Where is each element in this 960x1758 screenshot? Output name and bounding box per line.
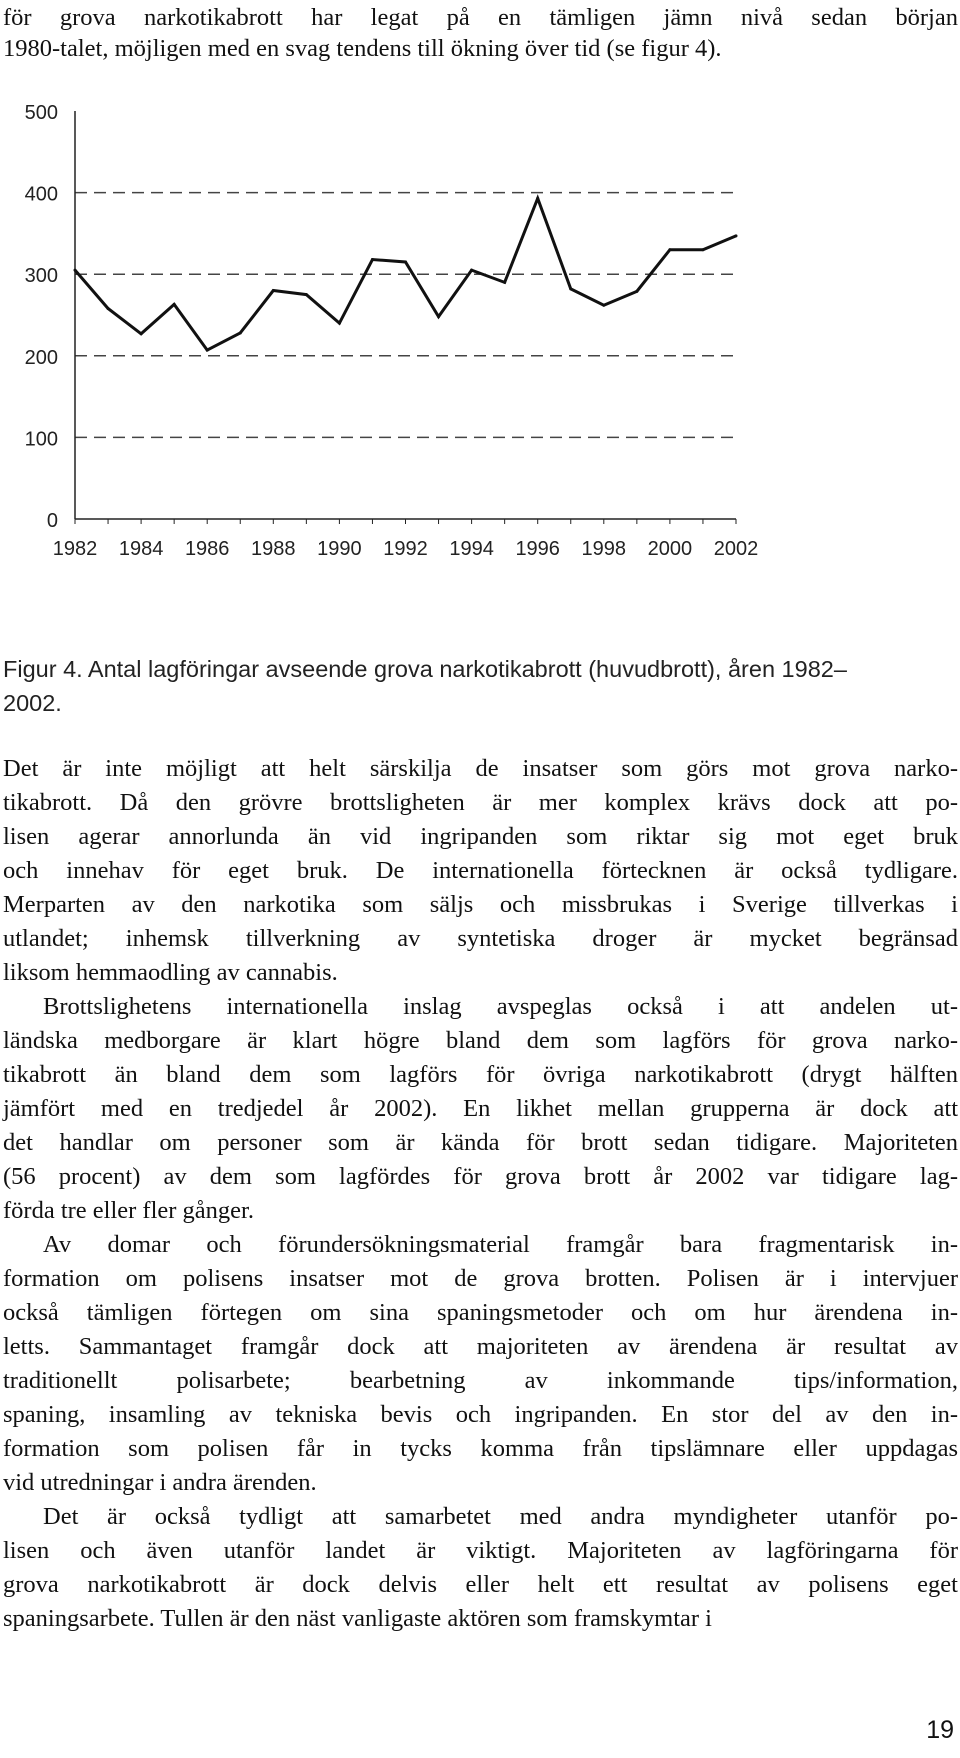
data-point bbox=[338, 322, 341, 325]
data-point bbox=[701, 248, 704, 251]
data-point bbox=[140, 332, 143, 335]
y-tick-label: 300 bbox=[24, 265, 58, 288]
x-tick-label: 1986 bbox=[184, 538, 230, 560]
line-chart bbox=[0, 100, 960, 640]
text-line: tikabrott än bland dem som lagförs för övriga narkotikabrott (drygt hälften bbox=[3, 1061, 958, 1088]
x-tick-label: 1992 bbox=[383, 538, 428, 560]
text-line: tikabrott. Då den grövre brottsligheten är mer komplex krävs dock att po- bbox=[3, 789, 958, 816]
paragraph bbox=[3, 752, 958, 990]
x-tick-label: 1984 bbox=[118, 538, 164, 560]
figure-caption bbox=[3, 652, 958, 720]
text-line: spaningsarbete. Tullen är den näst vanligaste aktören som framskymtar i bbox=[3, 1605, 712, 1632]
text-line: förda tre eller fler gånger. bbox=[3, 1197, 254, 1224]
text-line: vid utredningar i andra ärenden. bbox=[3, 1469, 317, 1496]
chart-axes bbox=[75, 111, 736, 519]
text-line: traditionellt polisarbete; bearbetning av inkommande tips/information, bbox=[3, 1367, 958, 1394]
text-line: (56 procent) av dem som lagfördes för grova brott år 2002 var tidigare lag- bbox=[3, 1163, 958, 1190]
x-tick-label: 2000 bbox=[647, 538, 693, 560]
data-point bbox=[602, 304, 605, 307]
data-point bbox=[74, 269, 77, 272]
x-tick-label: 1988 bbox=[251, 538, 296, 560]
y-tick-label: 0 bbox=[46, 510, 58, 532]
x-tick-label: 1996 bbox=[515, 538, 560, 560]
data-point bbox=[404, 260, 407, 263]
data-point bbox=[437, 315, 440, 318]
data-point bbox=[569, 287, 572, 290]
text-line: ländska medborgare är klart högre bland dem som lagförs för grova narko- bbox=[3, 1027, 958, 1054]
data-point bbox=[239, 331, 242, 334]
x-tick-label: 1998 bbox=[581, 538, 627, 560]
text-line: jämfört med en tredjedel år 2002). En likhet mellan grupperna är dock att bbox=[3, 1095, 958, 1122]
data-point bbox=[305, 293, 308, 296]
x-tick-label: 1994 bbox=[449, 538, 494, 560]
y-tick-label: 200 bbox=[24, 346, 58, 369]
data-point bbox=[371, 258, 374, 261]
data-point bbox=[206, 349, 209, 352]
chart-grid bbox=[75, 193, 736, 438]
y-tick-label: 500 bbox=[24, 102, 58, 124]
data-point bbox=[735, 234, 738, 237]
text-line: formation om polisens insatser mot de grova brotten. Polisen är i intervjuer bbox=[3, 1265, 958, 1292]
text-line: Av domar och förundersökningsmaterial framgår bara fragmentarisk in- bbox=[43, 1231, 958, 1258]
data-point bbox=[107, 307, 110, 310]
text-line: letts. Sammantaget framgår dock att majoriteten av ärendena är resultat av bbox=[3, 1333, 958, 1360]
data-point bbox=[635, 290, 638, 293]
data-point bbox=[272, 289, 275, 292]
x-tick-label: 1990 bbox=[317, 538, 362, 560]
text-line: utlandet; inhemsk tillverkning av syntetiska droger är mycket begränsad bbox=[3, 925, 958, 952]
data-point bbox=[536, 197, 539, 200]
paragraph bbox=[3, 1500, 958, 1636]
text-line: för grova narkotikabrott har legat på en tämligen jämn nivå sedan början bbox=[3, 4, 958, 31]
text-line: liksom hemmaodling av cannabis. bbox=[3, 959, 338, 986]
y-tick-label: 100 bbox=[24, 428, 58, 451]
caption-line: 2002. bbox=[3, 690, 62, 716]
text-line: Merparten av den narkotika som säljs och missbrukas i Sverige tillverkas i bbox=[3, 891, 958, 918]
data-point bbox=[173, 303, 176, 306]
paragraph bbox=[3, 990, 958, 1228]
data-point bbox=[470, 269, 473, 272]
intro-text bbox=[3, 2, 958, 64]
paragraph bbox=[3, 1228, 958, 1500]
text-line: formation som polisen får in tycks komma från tipslämnare eller uppdagas bbox=[3, 1435, 958, 1462]
text-line: Det är också tydligt att samarbetet med andra myndigheter utanför po- bbox=[43, 1503, 958, 1530]
x-axis-ticks bbox=[53, 519, 759, 560]
body-text bbox=[3, 752, 958, 1636]
y-axis-ticks bbox=[25, 102, 58, 532]
text-line: och innehav för eget bruk. De internationella förtecknen är också tydligare. bbox=[3, 857, 958, 884]
text-line: grova narkotikabrott är dock delvis eller helt ett resultat av polisens eget bbox=[3, 1571, 958, 1598]
data-point bbox=[503, 281, 506, 284]
text-line: det handlar om personer som är kända för brott sedan tidigare. Majoriteten bbox=[3, 1129, 958, 1156]
x-tick-label: 1982 bbox=[52, 538, 98, 560]
caption-line: Figur 4. Antal lagföringar avseende grova narkotikabrott (huvudbrott), åren 1982– bbox=[3, 656, 847, 682]
text-line: spaning, insamling av tekniska bevis och ingripanden. En stor del av den in- bbox=[3, 1401, 958, 1428]
text-line: 1980-talet, möjligen med en svag tendens till ökning över tid (se figur 4). bbox=[3, 35, 722, 62]
text-line: Det är inte möjligt att helt särskilja de insatser som görs mot grova narko- bbox=[3, 755, 958, 782]
text-line: Brottslighetens internationella inslag avspeglas också i att andelen ut- bbox=[43, 993, 958, 1020]
page-number: 19 bbox=[926, 1716, 954, 1744]
text-line: lisen agerar annorlunda än vid ingripanden som riktar sig mot eget bruk bbox=[3, 823, 958, 850]
text-line: lisen och även utanför landet är viktigt. Majoriteten av lagföringarna för bbox=[3, 1537, 958, 1564]
x-tick-label: 2002 bbox=[713, 538, 759, 560]
y-tick-label: 400 bbox=[24, 183, 58, 206]
data-point bbox=[668, 248, 671, 251]
text-line: också tämligen förtegen om sina spaningsmetoder och om hur ärendena in- bbox=[3, 1299, 958, 1326]
